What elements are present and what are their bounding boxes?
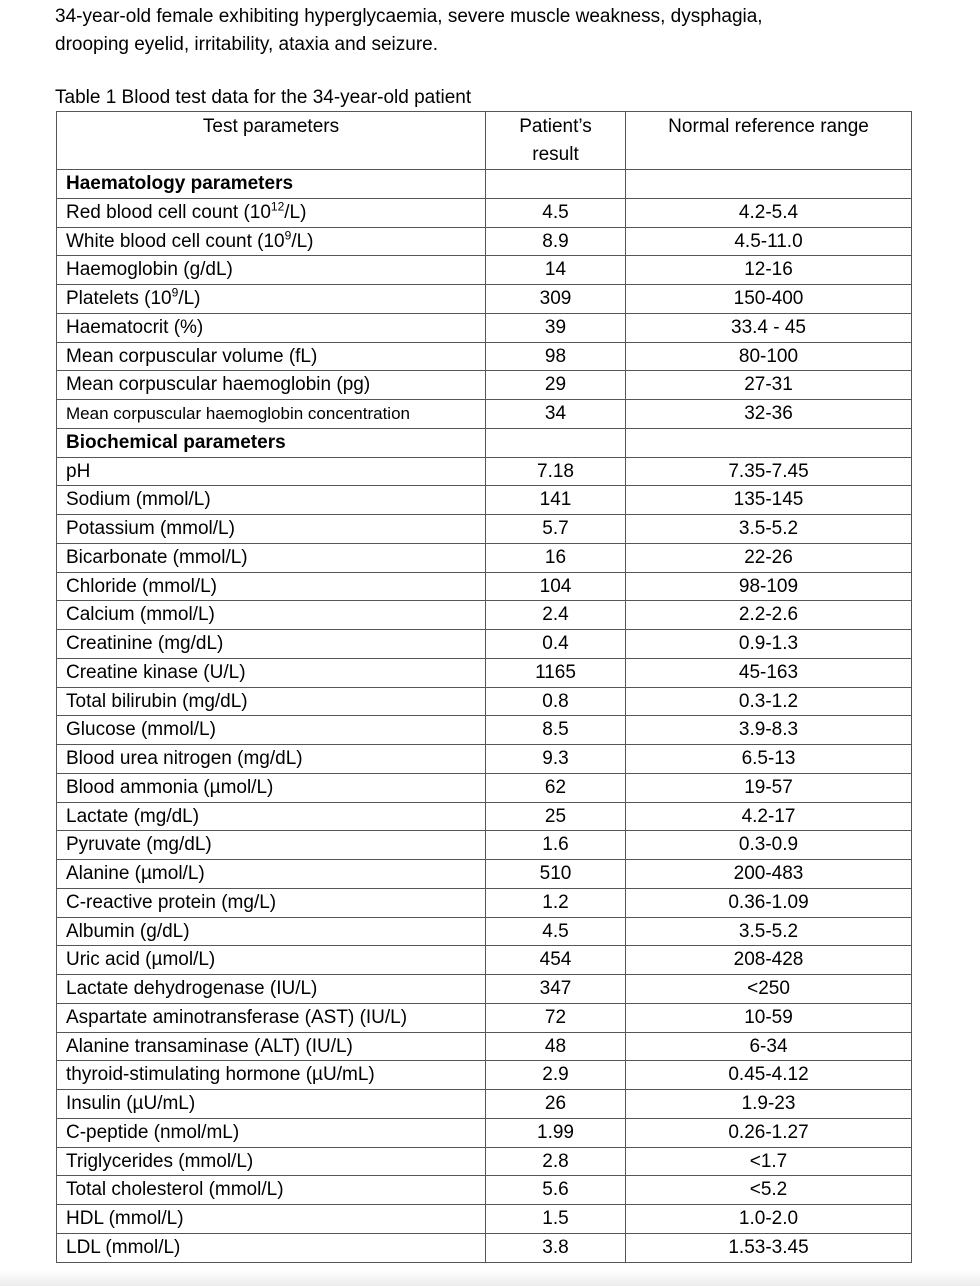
intro-line-2: drooping eyelid, irritability, ataxia and seizure. — [55, 34, 439, 55]
reference-range: 22-26 — [626, 543, 912, 572]
table-row — [57, 1090, 912, 1119]
parameter-name — [57, 716, 486, 745]
parameter-label: Aspartate aminotransferase (AST) (IU/L) — [66, 1006, 408, 1028]
table-row — [57, 256, 912, 285]
patient-result: 4.5 — [486, 198, 626, 227]
table-header-row — [57, 112, 912, 170]
table-row — [57, 371, 912, 400]
reference-range: 4.2-17 — [626, 802, 912, 831]
parameter-name — [57, 313, 486, 342]
parameter-label: Mean corpuscular haemoglobin concentration — [66, 404, 410, 423]
table-row — [57, 400, 912, 429]
parameter-label: Creatinine (mg/dL) — [66, 633, 224, 654]
parameter-label: Total bilirubin (mg/dL) — [66, 690, 248, 712]
reference-range — [626, 170, 912, 199]
table-row — [57, 802, 912, 831]
table-row — [57, 285, 912, 314]
table-caption: Table 1 Blood test data for the 34-year-old patient — [55, 87, 472, 108]
patient-result: 8.9 — [486, 227, 626, 256]
reference-range: 0.26-1.27 — [626, 1118, 912, 1147]
parameter-name — [57, 198, 486, 227]
header-patient-result — [486, 112, 626, 170]
table-row — [57, 658, 912, 687]
parameter-label: Haemoglobin (g/dL) — [66, 259, 233, 281]
parameter-label: Albumin (g/dL) — [66, 920, 190, 942]
reference-range: <5.2 — [626, 1176, 912, 1205]
reference-range: 150-400 — [626, 285, 912, 314]
unit-suffix: /L) — [284, 201, 307, 223]
reference-range: 0.45-4.12 — [626, 1061, 912, 1090]
table-row — [57, 601, 912, 630]
parameter-label: Lactate (mg/dL) — [66, 805, 200, 827]
parameter-name — [57, 802, 486, 831]
reference-range: 1.53-3.45 — [626, 1233, 912, 1262]
table-row — [57, 457, 912, 486]
parameter-name — [57, 371, 486, 400]
patient-result: 454 — [486, 946, 626, 975]
parameter-label: Insulin (µU/mL) — [66, 1093, 196, 1114]
reference-range: 7.35-7.45 — [626, 457, 912, 486]
patient-result: 510 — [486, 860, 626, 889]
patient-result: 29 — [486, 371, 626, 400]
reference-range — [626, 428, 912, 457]
parameter-label: Potassium (mmol/L) — [66, 518, 235, 539]
reference-range: 0.36-1.09 — [626, 888, 912, 917]
reference-range: 6.5-13 — [626, 745, 912, 774]
reference-range: 3.5-5.2 — [626, 515, 912, 544]
parameter-name — [57, 1233, 486, 1262]
intro-paragraph — [55, 3, 935, 59]
table-row — [57, 198, 912, 227]
parameter-name — [57, 227, 486, 256]
patient-result: 1.99 — [486, 1118, 626, 1147]
table-row — [57, 917, 912, 946]
header-patient-result-line1: Patient’s — [519, 116, 592, 137]
table-row — [57, 342, 912, 371]
parameter-label: Total cholesterol (mmol/L) — [66, 1179, 284, 1201]
parameter-label: Uric acid (µmol/L) — [66, 949, 216, 971]
patient-result: 0.8 — [486, 687, 626, 716]
table-row — [57, 543, 912, 572]
parameter-label: Biochemical parameters — [66, 431, 286, 453]
parameter-label: White blood cell count (10 — [66, 230, 285, 252]
parameter-name — [57, 687, 486, 716]
patient-result: 347 — [486, 975, 626, 1004]
patient-result: 5.6 — [486, 1176, 626, 1205]
parameter-label: Chloride (mmol/L) — [66, 575, 217, 597]
unit-exponent: 12 — [270, 199, 285, 214]
page-bottom-shadow — [0, 1270, 980, 1286]
reference-range: 2.2-2.6 — [626, 601, 912, 630]
parameter-name — [57, 1003, 486, 1032]
patient-result: 25 — [486, 802, 626, 831]
parameter-name — [57, 515, 486, 544]
reference-range: 0.9-1.3 — [626, 630, 912, 659]
reference-range: 19-57 — [626, 773, 912, 802]
parameter-name — [57, 1147, 486, 1176]
parameter-name — [57, 773, 486, 802]
parameter-label: Calcium (mmol/L) — [66, 604, 215, 626]
section-header-row — [57, 428, 912, 457]
parameter-name — [57, 256, 486, 285]
patient-result: 4.5 — [486, 917, 626, 946]
table-row — [57, 1061, 912, 1090]
parameter-label: Lactate dehydrogenase (IU/L) — [66, 978, 318, 999]
table-row — [57, 486, 912, 515]
header-reference-range: Normal reference range — [626, 112, 912, 170]
unit-suffix: /L) — [291, 230, 314, 252]
table-row — [57, 773, 912, 802]
parameter-name — [57, 457, 486, 486]
parameter-name — [57, 1176, 486, 1205]
patient-result: 9.3 — [486, 745, 626, 774]
parameter-label: Alanine transaminase (ALT) (IU/L) — [66, 1035, 353, 1057]
parameter-name — [57, 630, 486, 659]
patient-result: 7.18 — [486, 457, 626, 486]
table-row — [57, 227, 912, 256]
intro-line-1: 34-year-old female exhibiting hyperglycaemia, severe muscle weakness, dysphagia, — [55, 6, 763, 27]
parameter-label: Bicarbonate (mmol/L) — [66, 546, 248, 568]
parameter-name — [57, 831, 486, 860]
patient-result — [486, 428, 626, 457]
patient-result: 98 — [486, 342, 626, 371]
parameter-label: Sodium (mmol/L) — [66, 489, 211, 511]
parameter-label: Pyruvate (mg/dL) — [66, 834, 212, 856]
parameter-name — [57, 917, 486, 946]
parameter-label: Creatine kinase (U/L) — [66, 661, 246, 683]
patient-result: 1.6 — [486, 831, 626, 860]
parameter-name — [57, 1090, 486, 1119]
parameter-name — [57, 975, 486, 1004]
parameter-name — [57, 1118, 486, 1147]
patient-result: 1.5 — [486, 1205, 626, 1234]
unit-exponent: 9 — [171, 285, 179, 300]
reference-range: 4.2-5.4 — [626, 198, 912, 227]
table-row — [57, 716, 912, 745]
section-title — [57, 428, 486, 457]
reference-range: 1.0-2.0 — [626, 1205, 912, 1234]
parameter-name — [57, 285, 486, 314]
table-row — [57, 687, 912, 716]
parameter-label: Red blood cell count (10 — [66, 201, 271, 223]
table-row — [57, 1176, 912, 1205]
patient-result: 34 — [486, 400, 626, 429]
reference-range: 80-100 — [626, 342, 912, 371]
patient-result: 16 — [486, 543, 626, 572]
parameter-name — [57, 486, 486, 515]
reference-range: 3.5-5.2 — [626, 917, 912, 946]
table-row — [57, 1147, 912, 1176]
parameter-label: Haematology parameters — [66, 173, 294, 194]
parameter-label: Blood urea nitrogen (mg/dL) — [66, 748, 303, 769]
patient-result: 48 — [486, 1032, 626, 1061]
table-row — [57, 630, 912, 659]
parameter-label: Mean corpuscular haemoglobin (pg) — [66, 374, 371, 396]
patient-result: 1165 — [486, 658, 626, 687]
patient-result: 72 — [486, 1003, 626, 1032]
patient-result: 104 — [486, 572, 626, 601]
patient-result — [486, 170, 626, 199]
table-row — [57, 831, 912, 860]
reference-range: 0.3-1.2 — [626, 687, 912, 716]
parameter-label: thyroid-stimulating hormone (µU/mL) — [66, 1064, 375, 1086]
table-row — [57, 1032, 912, 1061]
parameter-label: LDL (mmol/L) — [66, 1236, 181, 1258]
parameter-label: pH — [66, 460, 91, 482]
parameter-name — [57, 946, 486, 975]
table-body — [57, 170, 912, 1263]
reference-range: 4.5-11.0 — [626, 227, 912, 256]
patient-result: 62 — [486, 773, 626, 802]
reference-range: 135-145 — [626, 486, 912, 515]
parameter-label: C-peptide (nmol/mL) — [66, 1121, 240, 1143]
table-row — [57, 1003, 912, 1032]
patient-result: 3.8 — [486, 1233, 626, 1262]
patient-result: 141 — [486, 486, 626, 515]
table-row — [57, 888, 912, 917]
parameter-name — [57, 1032, 486, 1061]
reference-range: 200-483 — [626, 860, 912, 889]
parameter-label: Mean corpuscular volume (fL) — [66, 345, 318, 367]
parameter-name — [57, 601, 486, 630]
parameter-name — [57, 1205, 486, 1234]
parameter-name — [57, 658, 486, 687]
parameter-name — [57, 860, 486, 889]
parameter-name — [57, 745, 486, 774]
parameter-name — [57, 400, 486, 429]
section-title — [57, 170, 486, 199]
reference-range: 32-36 — [626, 400, 912, 429]
patient-result: 1.2 — [486, 888, 626, 917]
blood-test-table — [56, 111, 912, 1263]
table-row — [57, 946, 912, 975]
table-row — [57, 1233, 912, 1262]
table-row — [57, 975, 912, 1004]
parameter-label: Haematocrit (%) — [66, 316, 204, 338]
table-row — [57, 860, 912, 889]
parameter-name — [57, 1061, 486, 1090]
parameter-label: Platelets (10 — [66, 288, 172, 309]
reference-range: 208-428 — [626, 946, 912, 975]
header-patient-result-line2: result — [532, 144, 579, 165]
reference-range: 12-16 — [626, 256, 912, 285]
reference-range: <1.7 — [626, 1147, 912, 1176]
parameter-name — [57, 342, 486, 371]
parameter-label: Triglycerides (mmol/L) — [66, 1150, 254, 1172]
reference-range: <250 — [626, 975, 912, 1004]
patient-result: 2.4 — [486, 601, 626, 630]
parameter-name — [57, 572, 486, 601]
table-row — [57, 1205, 912, 1234]
reference-range: 6-34 — [626, 1032, 912, 1061]
parameter-label: Blood ammonia (µmol/L) — [66, 776, 274, 798]
table-row — [57, 313, 912, 342]
patient-result: 5.7 — [486, 515, 626, 544]
header-test-parameters: Test parameters — [57, 112, 486, 170]
reference-range: 27-31 — [626, 371, 912, 400]
patient-result: 8.5 — [486, 716, 626, 745]
parameter-label: HDL (mmol/L) — [66, 1208, 184, 1229]
reference-range: 3.9-8.3 — [626, 716, 912, 745]
patient-result: 309 — [486, 285, 626, 314]
table-row — [57, 515, 912, 544]
reference-range: 1.9-23 — [626, 1090, 912, 1119]
reference-range: 0.3-0.9 — [626, 831, 912, 860]
parameter-label: C-reactive protein (mg/L) — [66, 891, 277, 913]
reference-range: 33.4 - 45 — [626, 313, 912, 342]
parameter-name — [57, 543, 486, 572]
reference-range: 98-109 — [626, 572, 912, 601]
patient-result: 2.9 — [486, 1061, 626, 1090]
patient-result: 39 — [486, 313, 626, 342]
section-header-row — [57, 170, 912, 199]
parameter-label: Glucose (mmol/L) — [66, 719, 216, 741]
patient-result: 0.4 — [486, 630, 626, 659]
reference-range: 45-163 — [626, 658, 912, 687]
patient-result: 14 — [486, 256, 626, 285]
patient-result: 2.8 — [486, 1147, 626, 1176]
table-row — [57, 745, 912, 774]
unit-suffix: /L) — [178, 288, 201, 309]
parameter-label: Alanine (µmol/L) — [66, 863, 205, 884]
unit-exponent: 9 — [284, 228, 292, 243]
parameter-name — [57, 888, 486, 917]
table-row — [57, 1118, 912, 1147]
patient-result: 26 — [486, 1090, 626, 1119]
table-row — [57, 572, 912, 601]
reference-range: 10-59 — [626, 1003, 912, 1032]
